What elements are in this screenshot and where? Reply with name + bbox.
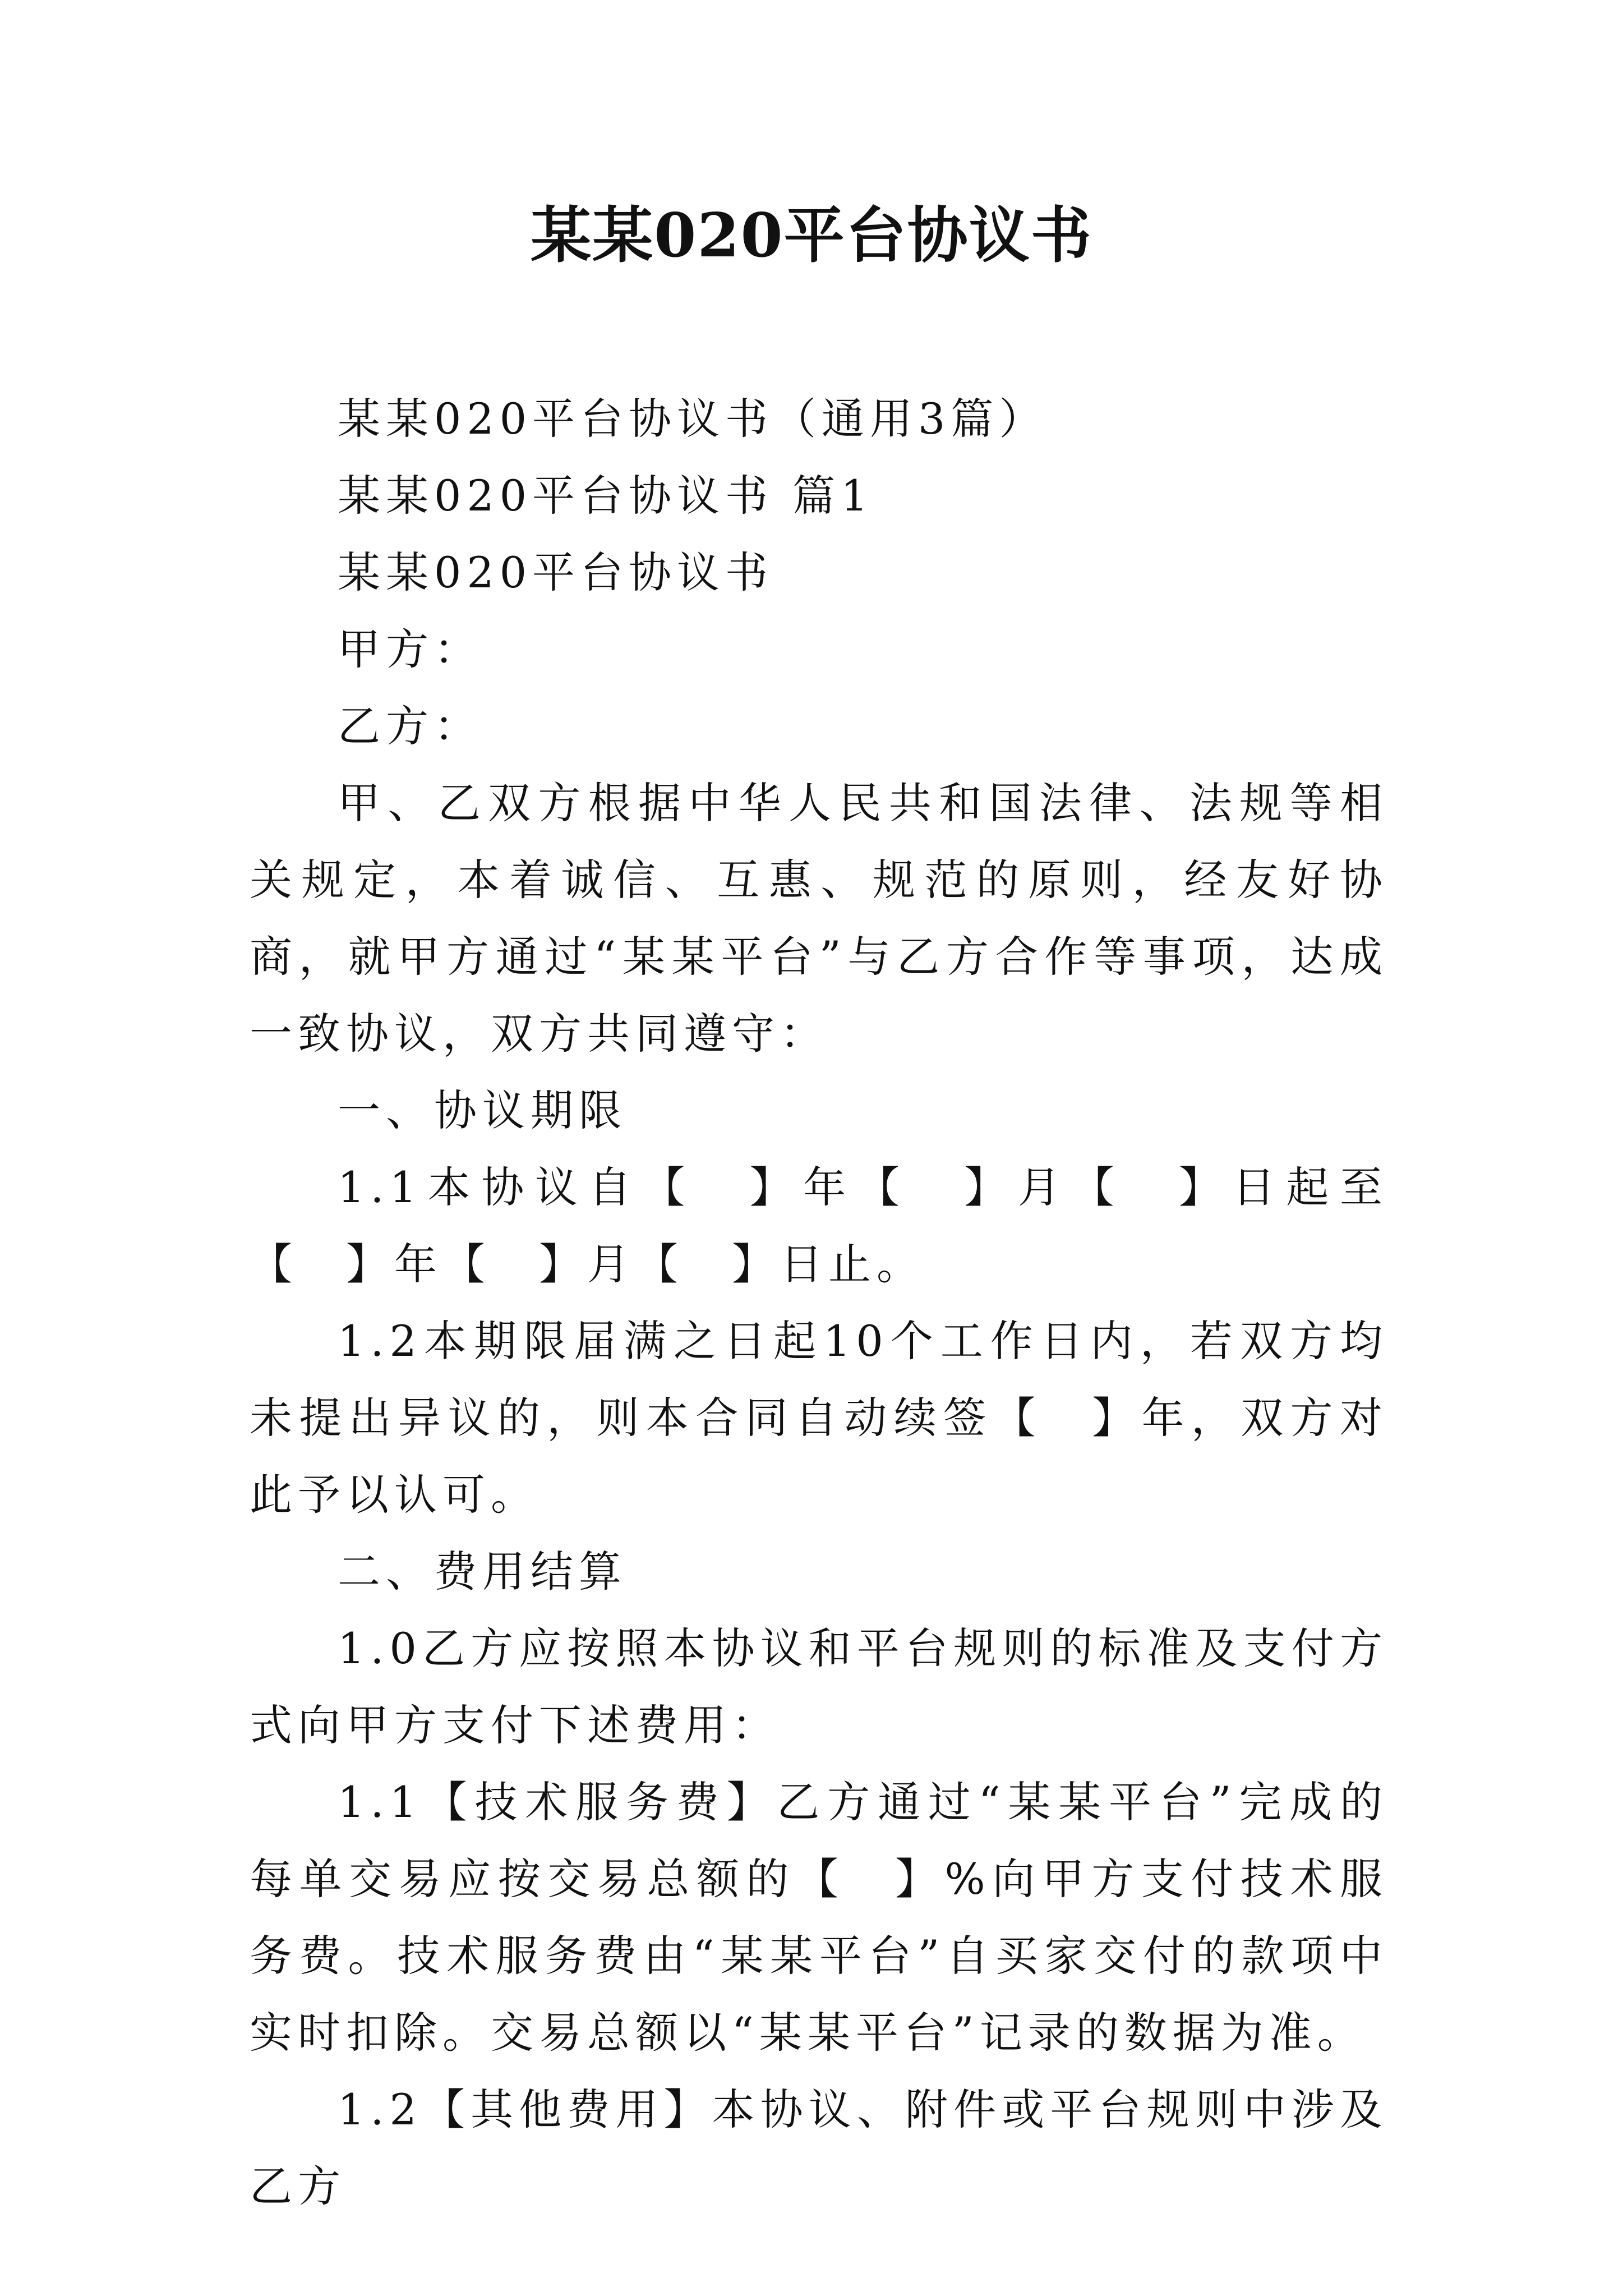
clause-other-fees: 1.2【其他费用】本协议、附件或平台规则中涉及乙方 <box>250 2085 1388 2211</box>
document-body <box>250 380 1388 2225</box>
paragraph-chapter-heading: 某某020平台协议书 篇1 <box>338 471 874 521</box>
clause-1-0: 1.0乙方应按照本协议和平台规则的标准及支付方式向甲方支付下述费用： <box>250 1623 1388 1750</box>
paragraph-party-b: 乙方： <box>338 701 482 751</box>
clause-1-2: 1.2本期限届满之日起10个工作日内，若双方均未提出异议的，则本合同自动续签【 】年，双方对此予以认可。 <box>250 1316 1388 1520</box>
document-title: 某某020平台协议书 <box>531 200 1092 271</box>
paragraph-party-a: 甲方： <box>338 624 482 674</box>
clause-technical-service-fee: 1.1【技术服务费】乙方通过“某某平台”完成的每单交易应按交易总额的【 】%向甲方支付技术服务费。技术服务费由“某某平台”自买家交付的款项中实时扣除。交易总额以“某某平台”记录的数据为准。 <box>250 1777 1388 2058</box>
paragraph-subtitle: 某某020平台协议书（通用3篇） <box>338 394 1048 444</box>
clause-1-1: 1.1本协议自【 】年【 】月【 】日起至【 】年【 】月【 】日止。 <box>250 1162 1388 1289</box>
section-heading-term: 一、协议期限 <box>338 1085 627 1135</box>
section-heading-settlement: 二、费用结算 <box>338 1547 627 1596</box>
paragraph-agreement-name: 某某020平台协议书 <box>338 547 774 597</box>
paragraph-preamble: 甲、乙双方根据中华人民共和国法律、法规等相关规定，本着诚信、互惠、规范的原则，经友好协商，就甲方通过“某某平台”与乙方合作等事项，达成一致协议，双方共同遵守： <box>250 778 1388 1059</box>
